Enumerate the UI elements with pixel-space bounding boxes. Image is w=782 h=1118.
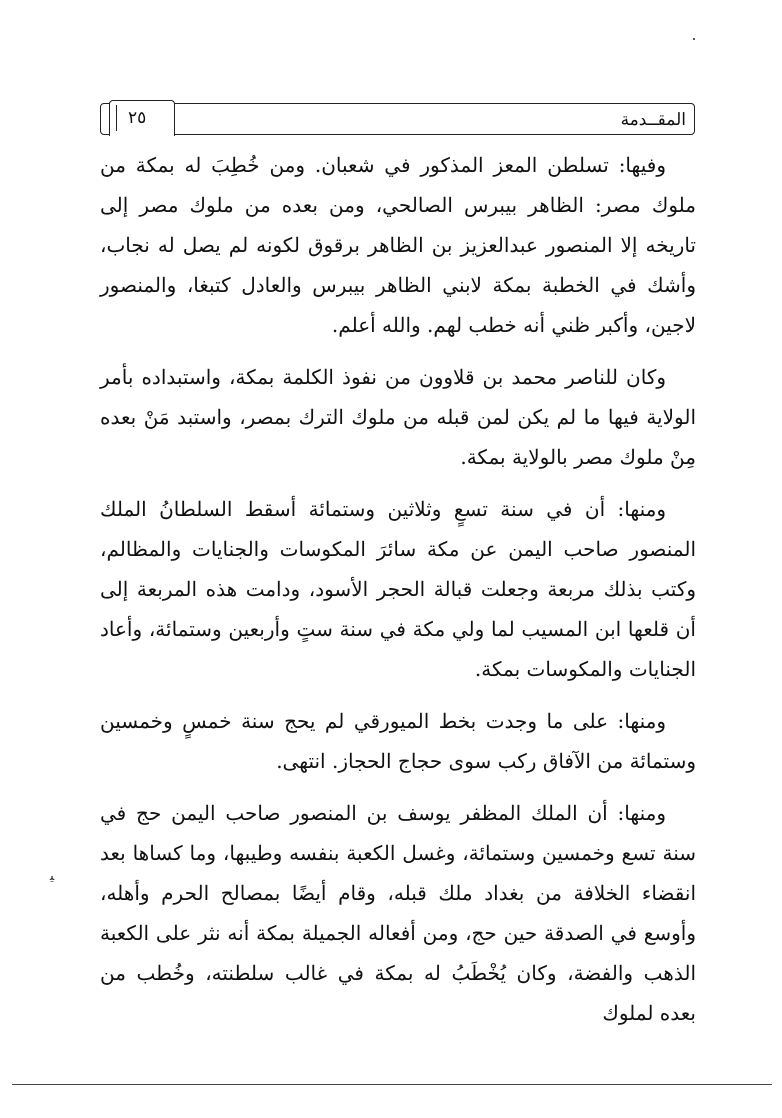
paragraph: وفيها: تسلطن المعز المذكور في شعبان. ومن خُطِبَ له بمكة من ملوك مصر: الظاهر بيبرس الصالحي، ومن بعده من ملوك مصر إلى تاريخه إلا المنصور عبدالعزيز بن الظاهر برقوق لكونه لم يصل له نجاب، وأشك في الخطبة بمكة لابني الظاهر بيبرس والعادل كتبغا، والمنصور لاجين، وأكبر ظني أنه خطب لهم. والله أعلم. bbox=[100, 153, 696, 337]
margin-mark: ﯿ bbox=[50, 868, 55, 884]
page-number-box bbox=[109, 100, 175, 136]
corner-dot bbox=[693, 38, 695, 40]
section-title: المقــدمة bbox=[620, 110, 686, 130]
paragraph: وكان للناصر محمد بن قلاوون من نفوذ الكلمة بمكة، واستبداده بأمر الولاية فيها ما لم يكن لمن قبله من ملوك الترك بمصر، واستبد مَنْ بعده مِنْ ملوك مصر بالولاية بمكة. bbox=[100, 365, 696, 469]
bottom-rule bbox=[12, 1084, 772, 1085]
page-number-divider bbox=[116, 105, 117, 131]
page-header bbox=[100, 103, 695, 135]
body-text bbox=[100, 145, 696, 1045]
page-number: ٢٥ bbox=[128, 108, 147, 128]
paragraph: ومنها: أن في سنة تسعٍ وثلاثين وستمائة أسقط السلطانُ الملك المنصور صاحب اليمن عن مكة سائرَ المكوسات والجنايات والمظالم، وكتب بذلك مربعة وجعلت قبالة الحجر الأسود، ودامت هذه المربعة إلى أن قلعها ابن المسيب لما ولي مكة في سنة ستٍ وأربعين وستمائة، وأعاد الجنايات والمكوسات بمكة. bbox=[100, 497, 696, 681]
paragraph: ومنها: أن الملك المظفر يوسف بن المنصور صاحب اليمن حج في سنة تسع وخمسين وستمائة، وغسل الكعبة بنفسه وطيبها، وما كساها بعد انقضاء الخلافة من بغداد ملك قبله، وقام أيضًا بمصالح الحرم وأهله، وأوسع في الصدقة حين حج، ومن أفعاله الجميلة بمكة أنه نثر على الكعبة الذهب والفضة، وكان يُخْطَبُ له بمكة في غالب سلطنته، وخُطب من بعده لملوك bbox=[100, 801, 696, 1025]
paragraph: ومنها: على ما وجدت بخط الميورقي لم يحج سنة خمسٍ وخمسين وستمائة من الآفاق ركب سوى حجاج الحجاز. انتهى. bbox=[100, 709, 696, 773]
